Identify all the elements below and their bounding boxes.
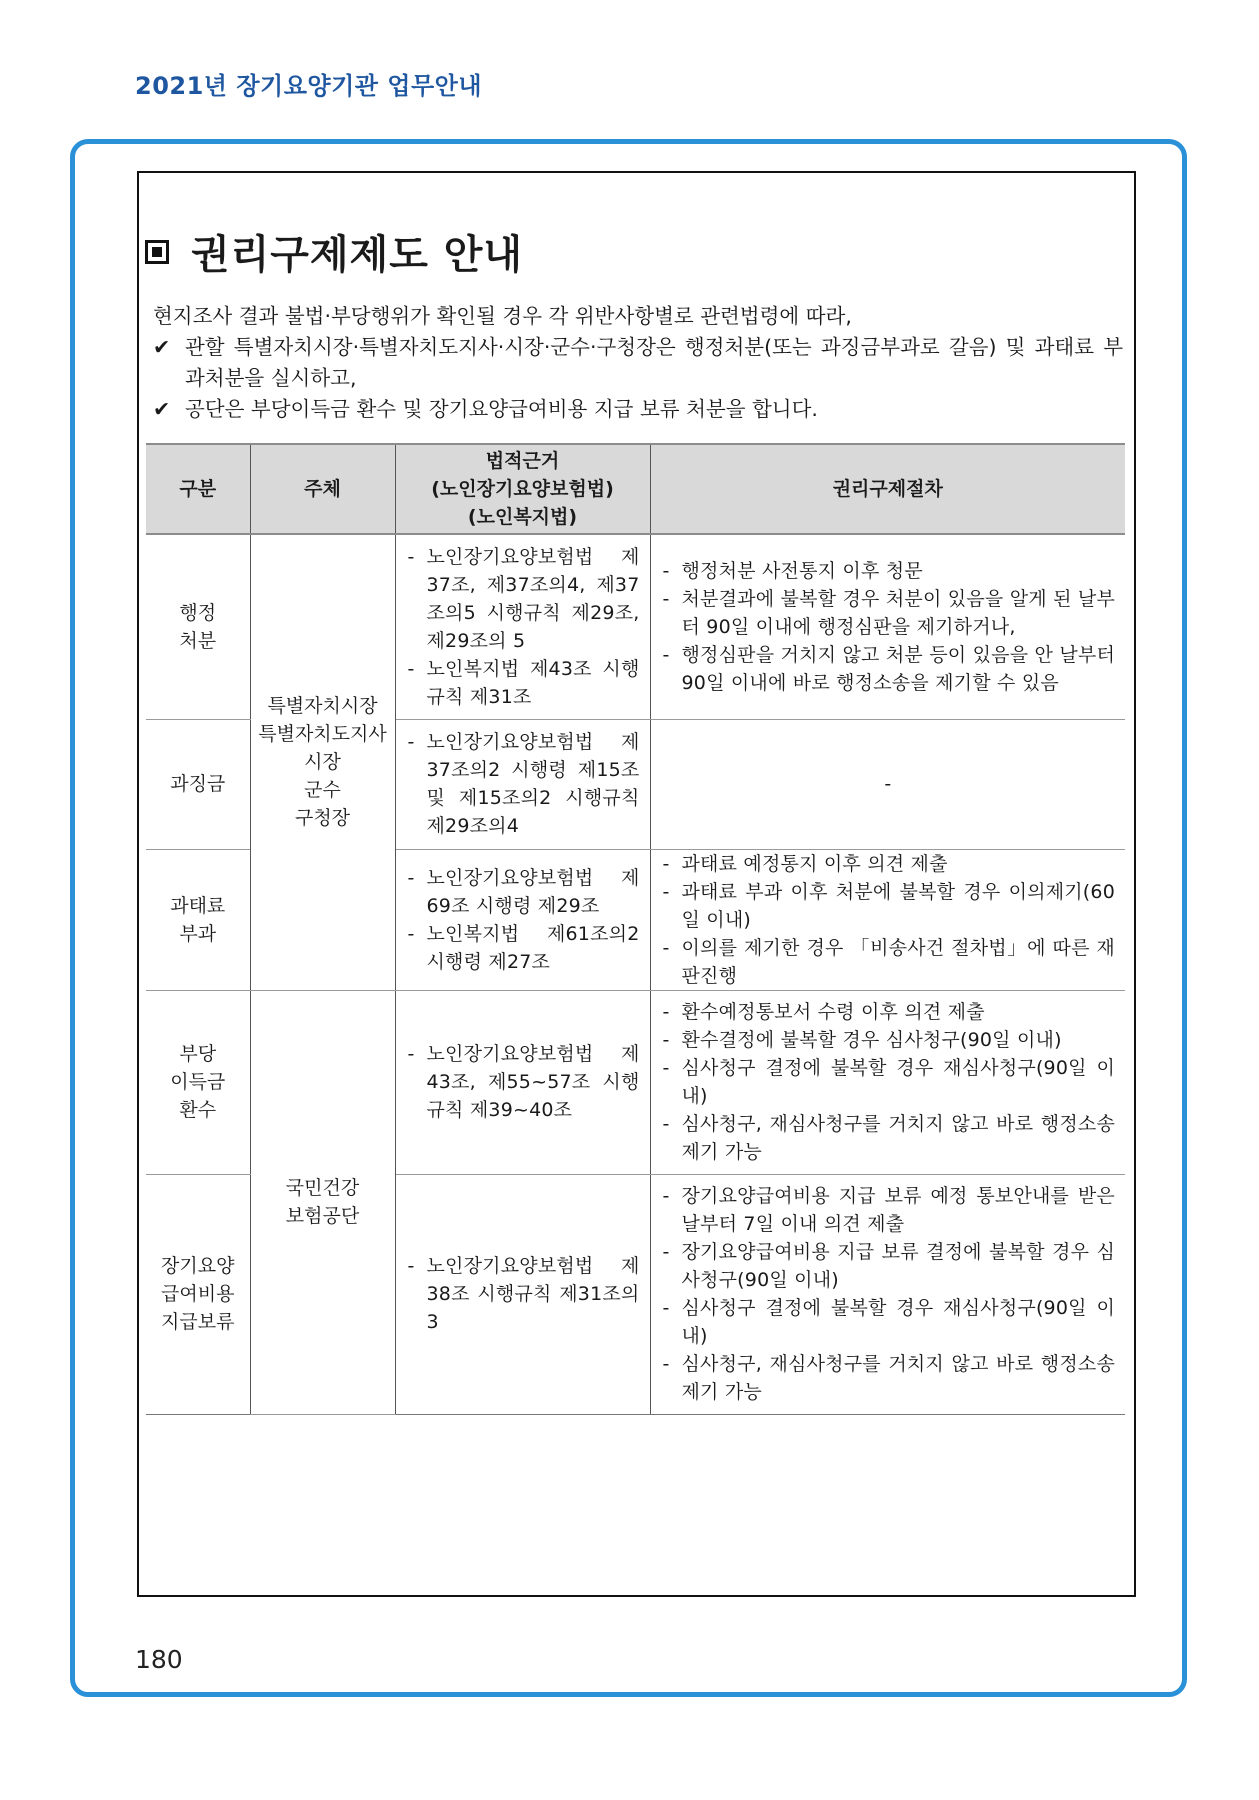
table-row	[146, 990, 1125, 1174]
entity-line: 국민건강	[285, 1177, 360, 1199]
intro-check-item	[153, 332, 1123, 394]
header-basis-sub: (노인복지법)	[467, 506, 578, 528]
procedure-item: - 처분결과에 불복할 경우 처분이 있음을 알게 된 날부터 90일 이내에 행정심판을 제기하거나,	[663, 585, 1116, 641]
row-procedure	[650, 1174, 1125, 1414]
page-number: 180	[135, 1645, 183, 1674]
row-procedure	[650, 534, 1125, 719]
row-legal-basis	[395, 849, 650, 990]
basis-item: - 노인장기요양보험법 제38조 시행규칙 제31조의3	[408, 1252, 640, 1336]
category-line: 과태료	[170, 894, 226, 917]
basis-item: - 노인복지법 제43조 시행규칙 제31조	[408, 655, 640, 711]
procedure-item: - 환수결정에 불복할 경우 심사청구(90일 이내)	[663, 1026, 1116, 1054]
row-category	[146, 719, 250, 849]
procedure-item: - 환수예정통보서 수령 이후 의견 제출	[663, 998, 1116, 1026]
procedure-item: - 심사청구, 재심사청구를 거치지 않고 바로 행정소송 제기 가능	[663, 1110, 1116, 1166]
entity-local-government	[250, 534, 395, 990]
square-bullet-icon	[145, 240, 169, 264]
category-line: 처분	[179, 629, 217, 652]
entity-line: 구청장	[294, 807, 351, 830]
category-line: 부과	[179, 922, 217, 945]
row-procedure	[650, 719, 1125, 849]
content-box	[137, 171, 1136, 1597]
intro-item-text: 관할 특별자치시장·특별자치도지사·시장·군수·구청장은 행정처분(또는 과징금부과로 갈음) 및 과태료 부과처분을 실시하고,	[185, 335, 1123, 390]
procedure-empty: -	[884, 773, 892, 795]
procedure-item: - 장기요양급여비용 지급 보류 결정에 불복할 경우 심사청구(90일 이내)	[663, 1238, 1116, 1294]
procedure-item: - 심사청구, 재심사청구를 거치지 않고 바로 행정소송 제기 가능	[663, 1350, 1116, 1406]
category-line: 과징금	[170, 773, 226, 795]
category-line: 지급보류	[161, 1311, 235, 1333]
procedure-item: - 장기요양급여비용 지급 보류 예정 통보안내를 받은 날부터 7일 이내 의견 제출	[663, 1182, 1116, 1238]
header-basis-sub: (노인장기요양보험법)	[431, 478, 614, 500]
row-category	[146, 849, 250, 990]
procedure-item: - 과태료 부과 이후 처분에 불복할 경우 이의제기(60일 이내)	[663, 878, 1116, 934]
header-legal-basis	[395, 444, 650, 534]
basis-item: - 노인장기요양보험법 제43조, 제55~57조 시행규칙 제39~40조	[408, 1040, 640, 1124]
row-category	[146, 1174, 250, 1414]
intro-check-item	[153, 394, 1123, 425]
procedure-item: - 행정처분 사전통지 이후 청문	[663, 557, 1116, 585]
row-procedure	[650, 849, 1125, 990]
category-line: 행정	[179, 601, 217, 624]
entity-line: 군수	[304, 779, 341, 802]
table-header-row	[146, 444, 1125, 534]
procedure-item: - 과태료 예정통지 이후 의견 제출	[663, 850, 1116, 878]
header-basis-title: 법적근거	[485, 450, 560, 472]
basis-item: - 노인복지법 제61조의2 시행령 제27조	[408, 920, 640, 976]
category-line: 환수	[179, 1099, 217, 1121]
rights-relief-table	[146, 443, 1125, 1415]
header-category: 구분	[146, 444, 250, 534]
intro-item-text: 공단은 부당이득금 환수 및 장기요양급여비용 지급 보류 처분을 합니다.	[185, 397, 818, 421]
section-title	[145, 223, 523, 280]
section-title-text: 권리구제제도 안내	[191, 232, 524, 278]
table-row	[146, 534, 1125, 719]
row-legal-basis	[395, 1174, 650, 1414]
checkmark-icon: ✔	[153, 335, 171, 359]
running-head: 2021년 장기요양기관 업무안내	[135, 72, 483, 100]
row-procedure	[650, 990, 1125, 1174]
row-category	[146, 534, 250, 719]
entity-line: 보험공단	[285, 1205, 360, 1227]
entity-nhis	[250, 990, 395, 1414]
procedure-item: - 심사청구 결정에 불복할 경우 재심사청구(90일 이내)	[663, 1054, 1116, 1110]
category-line: 이득금	[170, 1071, 226, 1093]
procedure-item: - 이의를 제기한 경우 「비송사건 절차법」에 따른 재판진행	[663, 934, 1116, 990]
category-line: 장기요양	[161, 1255, 235, 1277]
header-procedure: 권리구제절차	[650, 444, 1125, 534]
row-legal-basis	[395, 534, 650, 719]
checkmark-icon: ✔	[153, 397, 171, 421]
row-legal-basis	[395, 719, 650, 849]
entity-line: 특별자치시장	[267, 695, 378, 718]
procedure-item: - 심사청구 결정에 불복할 경우 재심사청구(90일 이내)	[663, 1294, 1116, 1350]
intro-line: 현지조사 결과 불법·부당행위가 확인될 경우 각 위반사항별로 관련법령에 따라,	[153, 304, 852, 328]
basis-item: - 노인장기요양보험법 제37조의2 시행령 제15조 및 제15조의2 시행규칙 제29조의4	[408, 728, 640, 840]
basis-item: - 노인장기요양보험법 제37조, 제37조의4, 제37조의5 시행규칙 제29조, 제29조의 5	[408, 543, 640, 655]
procedure-item: - 행정심판을 거치지 않고 처분 등이 있음을 안 날부터 90일 이내에 바로 행정소송을 제기할 수 있음	[663, 641, 1116, 697]
category-line: 급여비용	[161, 1283, 235, 1305]
row-legal-basis	[395, 990, 650, 1174]
category-line: 부당	[179, 1043, 217, 1065]
basis-item: - 노인장기요양보험법 제69조 시행령 제29조	[408, 864, 640, 920]
entity-line: 시장	[304, 751, 341, 774]
row-category	[146, 990, 250, 1174]
intro-text	[153, 301, 1123, 425]
header-entity: 주체	[250, 444, 395, 534]
entity-line: 특별자치도지사	[258, 723, 387, 746]
